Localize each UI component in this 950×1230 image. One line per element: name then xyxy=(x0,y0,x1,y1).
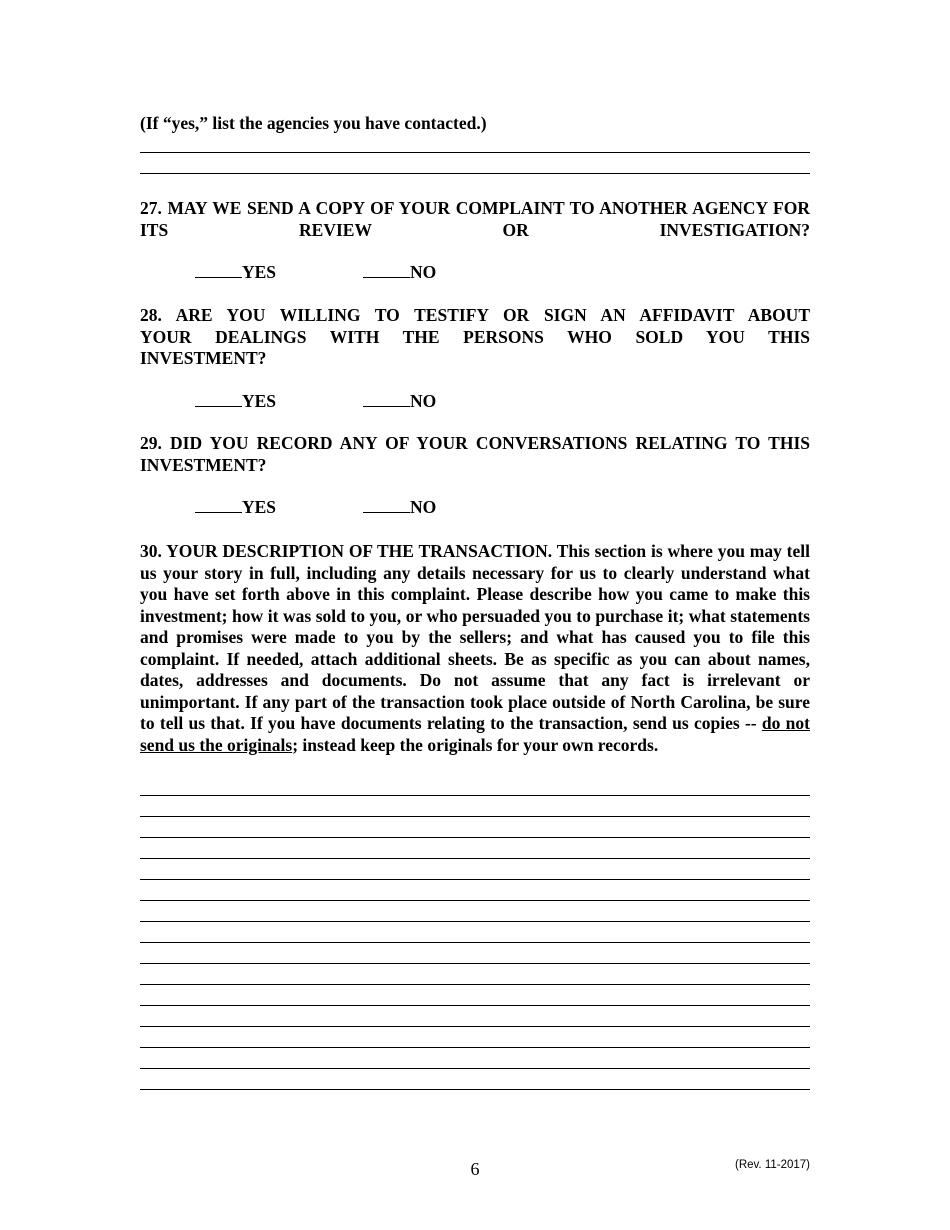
answer-line[interactable] xyxy=(140,817,810,838)
q28-yes-option[interactable] xyxy=(195,391,276,412)
q27-yes-label: YES xyxy=(242,262,277,282)
answer-line[interactable] xyxy=(140,1048,810,1069)
q28-no-label: NO xyxy=(410,391,437,411)
q28-line-2: YOUR DEALINGS WITH THE PERSONS WHO SOLD YOU THIS xyxy=(140,326,810,347)
q28-no-blank[interactable] xyxy=(363,391,410,407)
answer-line[interactable] xyxy=(140,1027,810,1048)
answer-line[interactable] xyxy=(140,1069,810,1090)
answer-line[interactable] xyxy=(140,838,810,859)
q27-yes-option[interactable] xyxy=(195,262,276,283)
q29-yes-blank[interactable] xyxy=(195,497,242,513)
answer-line[interactable] xyxy=(140,922,810,943)
answer-line[interactable] xyxy=(140,153,810,174)
q29-yes-label: YES xyxy=(242,497,277,517)
answer-line[interactable] xyxy=(140,775,810,796)
q26-answer-lines[interactable] xyxy=(140,132,810,174)
answer-line[interactable] xyxy=(140,880,810,901)
answer-line[interactable] xyxy=(140,132,810,153)
page-number: 6 xyxy=(470,1159,480,1179)
q27-text: 27. MAY WE SEND A COPY OF YOUR COMPLAINT TO ANOTHER AGENCY FOR ITS REVIEW OR INVESTIGATION? xyxy=(140,198,810,240)
answer-line[interactable] xyxy=(140,943,810,964)
q27-yes-blank[interactable] xyxy=(195,262,242,278)
revision-label: (Rev. 11-2017) xyxy=(735,1159,810,1171)
q26-followup-prompt: (If “yes,” list the agencies you have contacted.) xyxy=(140,113,487,133)
q30-tail: ; instead keep the originals for your own records. xyxy=(292,734,659,755)
answer-line[interactable] xyxy=(140,985,810,1006)
q30-question xyxy=(140,541,810,756)
q28-question xyxy=(140,305,810,370)
q30-underlined-warning: do not send us the originals xyxy=(140,713,810,755)
q28-no-option[interactable] xyxy=(363,391,436,412)
q29-no-blank[interactable] xyxy=(363,497,410,513)
q28-line-1: 28. ARE YOU WILLING TO TESTIFY OR SIGN AN AFFIDAVIT ABOUT xyxy=(140,305,810,325)
q29-no-label: NO xyxy=(410,497,437,517)
q27-no-blank[interactable] xyxy=(363,262,410,278)
q30-answer-lines[interactable] xyxy=(140,775,810,1090)
answer-line[interactable] xyxy=(140,964,810,985)
q30-heading: 30. YOUR DESCRIPTION OF THE TRANSACTION. xyxy=(140,541,553,561)
q29-yes-option[interactable] xyxy=(195,497,276,518)
answer-line[interactable] xyxy=(140,901,810,922)
q29-question: 29. DID YOU RECORD ANY OF YOUR CONVERSATIONS RELATING TO THIS INVESTMENT? xyxy=(140,433,810,475)
q28-yes-blank[interactable] xyxy=(195,391,242,407)
answer-line[interactable] xyxy=(140,859,810,880)
q27-no-label: NO xyxy=(410,262,437,282)
q28-yes-label: YES xyxy=(242,391,277,411)
answer-line[interactable] xyxy=(140,1006,810,1027)
answer-line[interactable] xyxy=(140,796,810,817)
q27-question xyxy=(140,198,810,241)
q30-body: This section is where you may tell us your story in full, including any details necessary for us to clearly understand what you have set forth above in this complaint. Please describe how you came to make this investment; how it was sold to you, or who persuaded you to purchase it; what statements and promises were made to you by the sellers; and what has caused you to file this complaint. If needed, attach additional sheets. Be as specific as you can about names, dates, addresses and documents. Do not assume that any fact is irrelevant or unimportant. If any part of the transaction took place outside of North Carolina, be sure to tell us that. If you have documents relating to the transaction, send us copies -- xyxy=(140,541,811,733)
q27-no-option[interactable] xyxy=(363,262,436,283)
q28-line-3: INVESTMENT? xyxy=(140,348,267,368)
q29-no-option[interactable] xyxy=(363,497,436,518)
